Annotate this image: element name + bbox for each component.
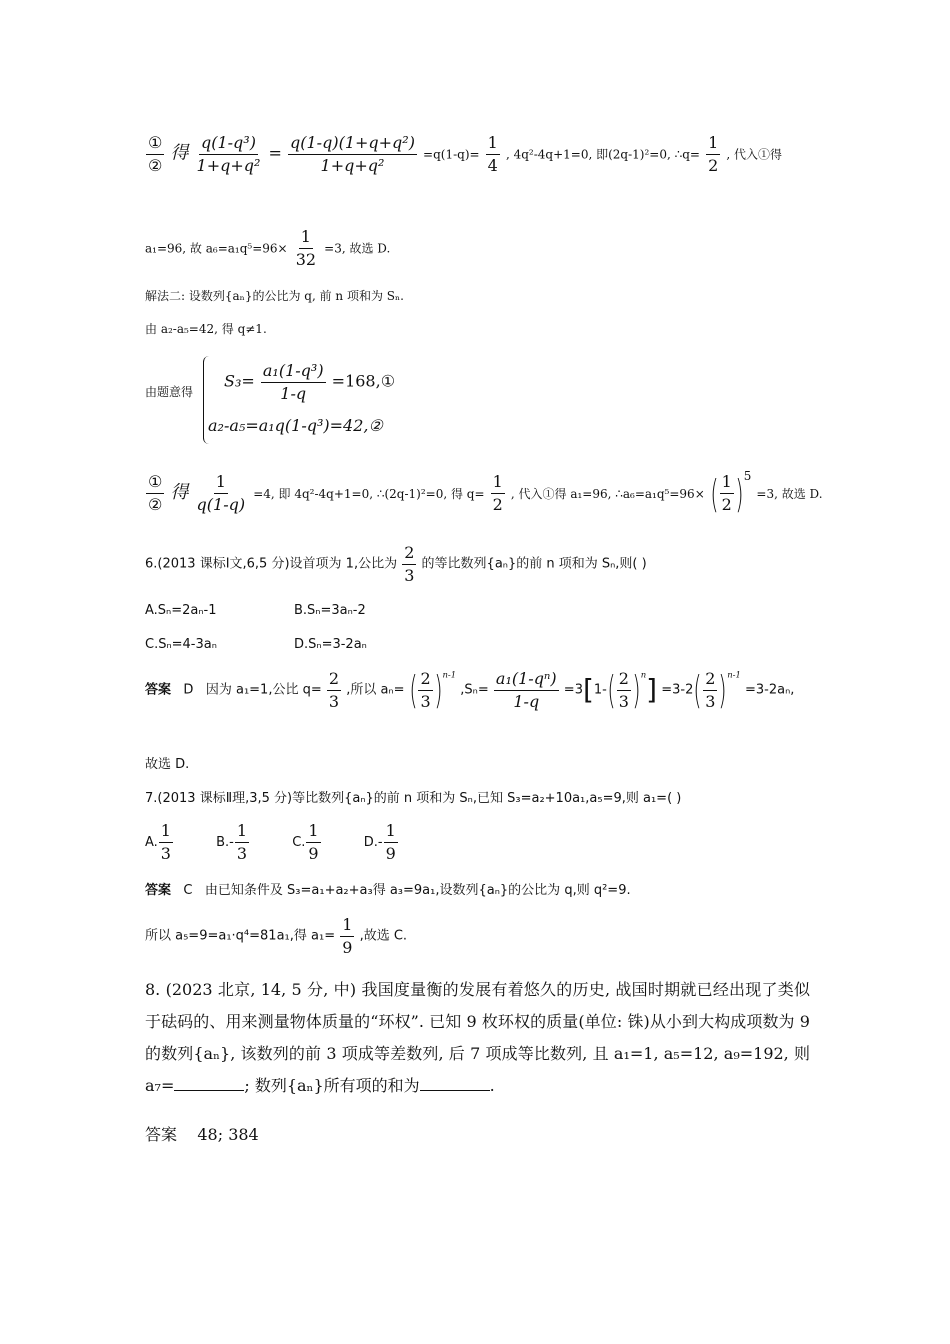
answer-label: 答案 bbox=[145, 682, 172, 698]
q7-answer: 答案 C 由已知条件及 S₃=a₁+a₂+a₃得 a₃=9a₁,设数列{aₙ}的公比为 q,则 q²=9. bbox=[145, 883, 631, 898]
q6-answer-end: 故选 D. bbox=[145, 757, 190, 772]
method1-line2: a₁=96, 故 a₆=a₁q⁵=96× $\frac{1}{32}$ =3, 故选 D. bbox=[145, 227, 391, 269]
method1-line1: ① ② 得 $\frac{\text{q(1-q³)}}{\text{1+q+q²}}$ = $\frac{\text{q(1-q)(1+q+q²)}}{\text{1+q+q²}}$ =q(1-q)= $\frac{1}{4}$ , 4q²-4q+1=0, 即(2q-1)²=0, ∴q= $\frac{1}{2}$ , 代入①得 bbox=[148, 133, 782, 175]
q7-d-frac: $\frac{1}{9}$ bbox=[385, 821, 396, 863]
q8-answer-value: 48; 384 bbox=[197, 1125, 259, 1144]
label-frac-2: ① ② bbox=[148, 472, 163, 514]
q7-answer-line2: 所以 a₅=9=a₁·q⁴=81a₁,得 a₁= $\frac{1}{9}$ ,故选 C. bbox=[145, 915, 408, 957]
q6-ans-frac4: $\frac{2}{3}$ bbox=[705, 669, 716, 711]
q6-ratio-frac: $\frac{2}{3}$ bbox=[404, 543, 415, 585]
frac-q-half: $\frac{1}{2}$ bbox=[492, 472, 503, 514]
answer-label: 答案 bbox=[145, 883, 172, 898]
q7-ans-frac: $\frac{1}{9}$ bbox=[342, 915, 353, 957]
method2-result: ① ② 得 $\frac{1}{q(1-q)}$ =4, 即 4q²-4q+1=0, ∴(2q-1)²=0, 得 q= $\frac{1}{2}$ , 代入①得 a₁=96, ∴a₆=a₁q⁵=96× ( $\frac{1}{2}$ )$^5$ =3, 故选 D. bbox=[148, 469, 823, 516]
q6-option-a[interactable]: A.Sₙ=2aₙ-1 bbox=[145, 603, 217, 618]
q7-option-a[interactable]: A. $\frac{1}{3}$ bbox=[145, 821, 171, 863]
q7-option-d[interactable]: D.- $\frac{1}{9}$ bbox=[363, 821, 396, 863]
system-eq1: S₃= $\frac{\text{a₁(1-q³)}}{1-q}$ =168,① bbox=[224, 361, 396, 403]
q6-ans-frac3: $\frac{2}{3}$ bbox=[618, 669, 629, 711]
method2-condition: 由 a₂-a₅=42, 得 q≠1. bbox=[145, 322, 267, 336]
q7-a-frac: $\frac{1}{3}$ bbox=[160, 821, 171, 863]
frac-1-32: $\frac{1}{32}$ bbox=[295, 227, 317, 269]
frac-1-over-q: $\frac{1}{q(1-q)}$ bbox=[196, 472, 246, 514]
q6-answer: 答案 D 因为 a₁=1,公比 q= $\frac{2}{3}$ ,所以 aₙ= ( $\frac{2}{3}$ )$^{n-1}$ ,Sₙ= $\frac{\text{a₁(1-qⁿ)}}{1-q}$ =3[1-( $\frac{2}{3}$ )$^n$] =3-2( $\frac{2}{3}$ )$^{n-1}$ =3-2aₙ, bbox=[145, 668, 795, 713]
q7-options bbox=[145, 822, 399, 862]
q7-b-frac: $\frac{1}{3}$ bbox=[236, 821, 248, 863]
q8-blank-sum[interactable] bbox=[420, 1076, 490, 1091]
label-frac-1: ① ② bbox=[148, 133, 163, 175]
q6-ans-frac2: $\frac{2}{3}$ bbox=[420, 669, 431, 711]
answer-label: 答案 bbox=[145, 1125, 178, 1144]
frac-q1: $\frac{\text{q(1-q³)}}{\text{1+q+q²}}$ bbox=[196, 133, 261, 175]
q6-option-b[interactable]: B.Sₙ=3aₙ-2 bbox=[294, 603, 366, 618]
q7-option-b[interactable]: B.- $\frac{1}{3}$ bbox=[216, 821, 248, 863]
q7-stem: 7.(2013 课标Ⅱ理,3,5 分)等比数列{aₙ}的前 n 项和为 Sₙ,已知 S₃=a₂+10a₁,a₅=9,则 a₁=( ) bbox=[145, 791, 682, 806]
q6-option-d[interactable]: D.Sₙ=3-2aₙ bbox=[294, 637, 367, 652]
q6-option-c[interactable]: C.Sₙ=4-3aₙ bbox=[145, 637, 217, 652]
frac-q2: $\frac{\text{q(1-q)(1+q+q²)}}{\text{1+q+q²}}$ bbox=[290, 133, 415, 175]
frac-half: $\frac{1}{2}$ bbox=[708, 133, 719, 175]
q8-answer bbox=[145, 1127, 259, 1143]
system-label: 由题意得 bbox=[145, 385, 194, 399]
q6-stem: 6.(2013 课标Ⅰ文,6,5 分)设首项为 1,公比为 $\frac{2}{3}$ 的等比数列{aₙ}的前 n 项和为 Sₙ,则( ) bbox=[145, 543, 647, 585]
system-eq1-frac: $\frac{\text{a₁(1-q³)}}{1-q}$ bbox=[262, 361, 324, 403]
frac-quarter: $\frac{1}{4}$ bbox=[487, 133, 498, 175]
q8-stem: 8. (2023 北京, 14, 5 分, 中) 我国度量衡的发展有着悠久的历史, 战国时期就已经出现了类似于砝码的、用来测量物体质量的“环权”. 已知 9 枚环权的质量(单位: 铢)从小到大构成项数为 9 的数列{aₙ}, 该数列的前 3 项成等差数列, 后 7 项成等比数列, 且 a₁=1, a₅=12, a₉=192, 则 a₇= ; 数列{aₙ}所有项的和为 . bbox=[145, 980, 810, 1095]
system-eq2: a₂-a₅=a₁q(1-q³)=42,② bbox=[208, 416, 383, 435]
q6-ans-sum-frac: $\frac{\text{a₁(1-qⁿ)}}{1-q}$ bbox=[495, 669, 557, 711]
q6-ans-frac1: $\frac{2}{3}$ bbox=[328, 669, 340, 711]
q8-blank-a7[interactable] bbox=[174, 1076, 244, 1091]
frac-power-half: $\frac{1}{2}$ bbox=[721, 472, 732, 514]
q7-option-c[interactable]: C. $\frac{1}{9}$ bbox=[292, 821, 319, 863]
method2-intro: 解法二: 设数列{aₙ}的公比为 q, 前 n 项和为 Sₙ. bbox=[145, 289, 404, 303]
q7-c-frac: $\frac{1}{9}$ bbox=[308, 821, 319, 863]
